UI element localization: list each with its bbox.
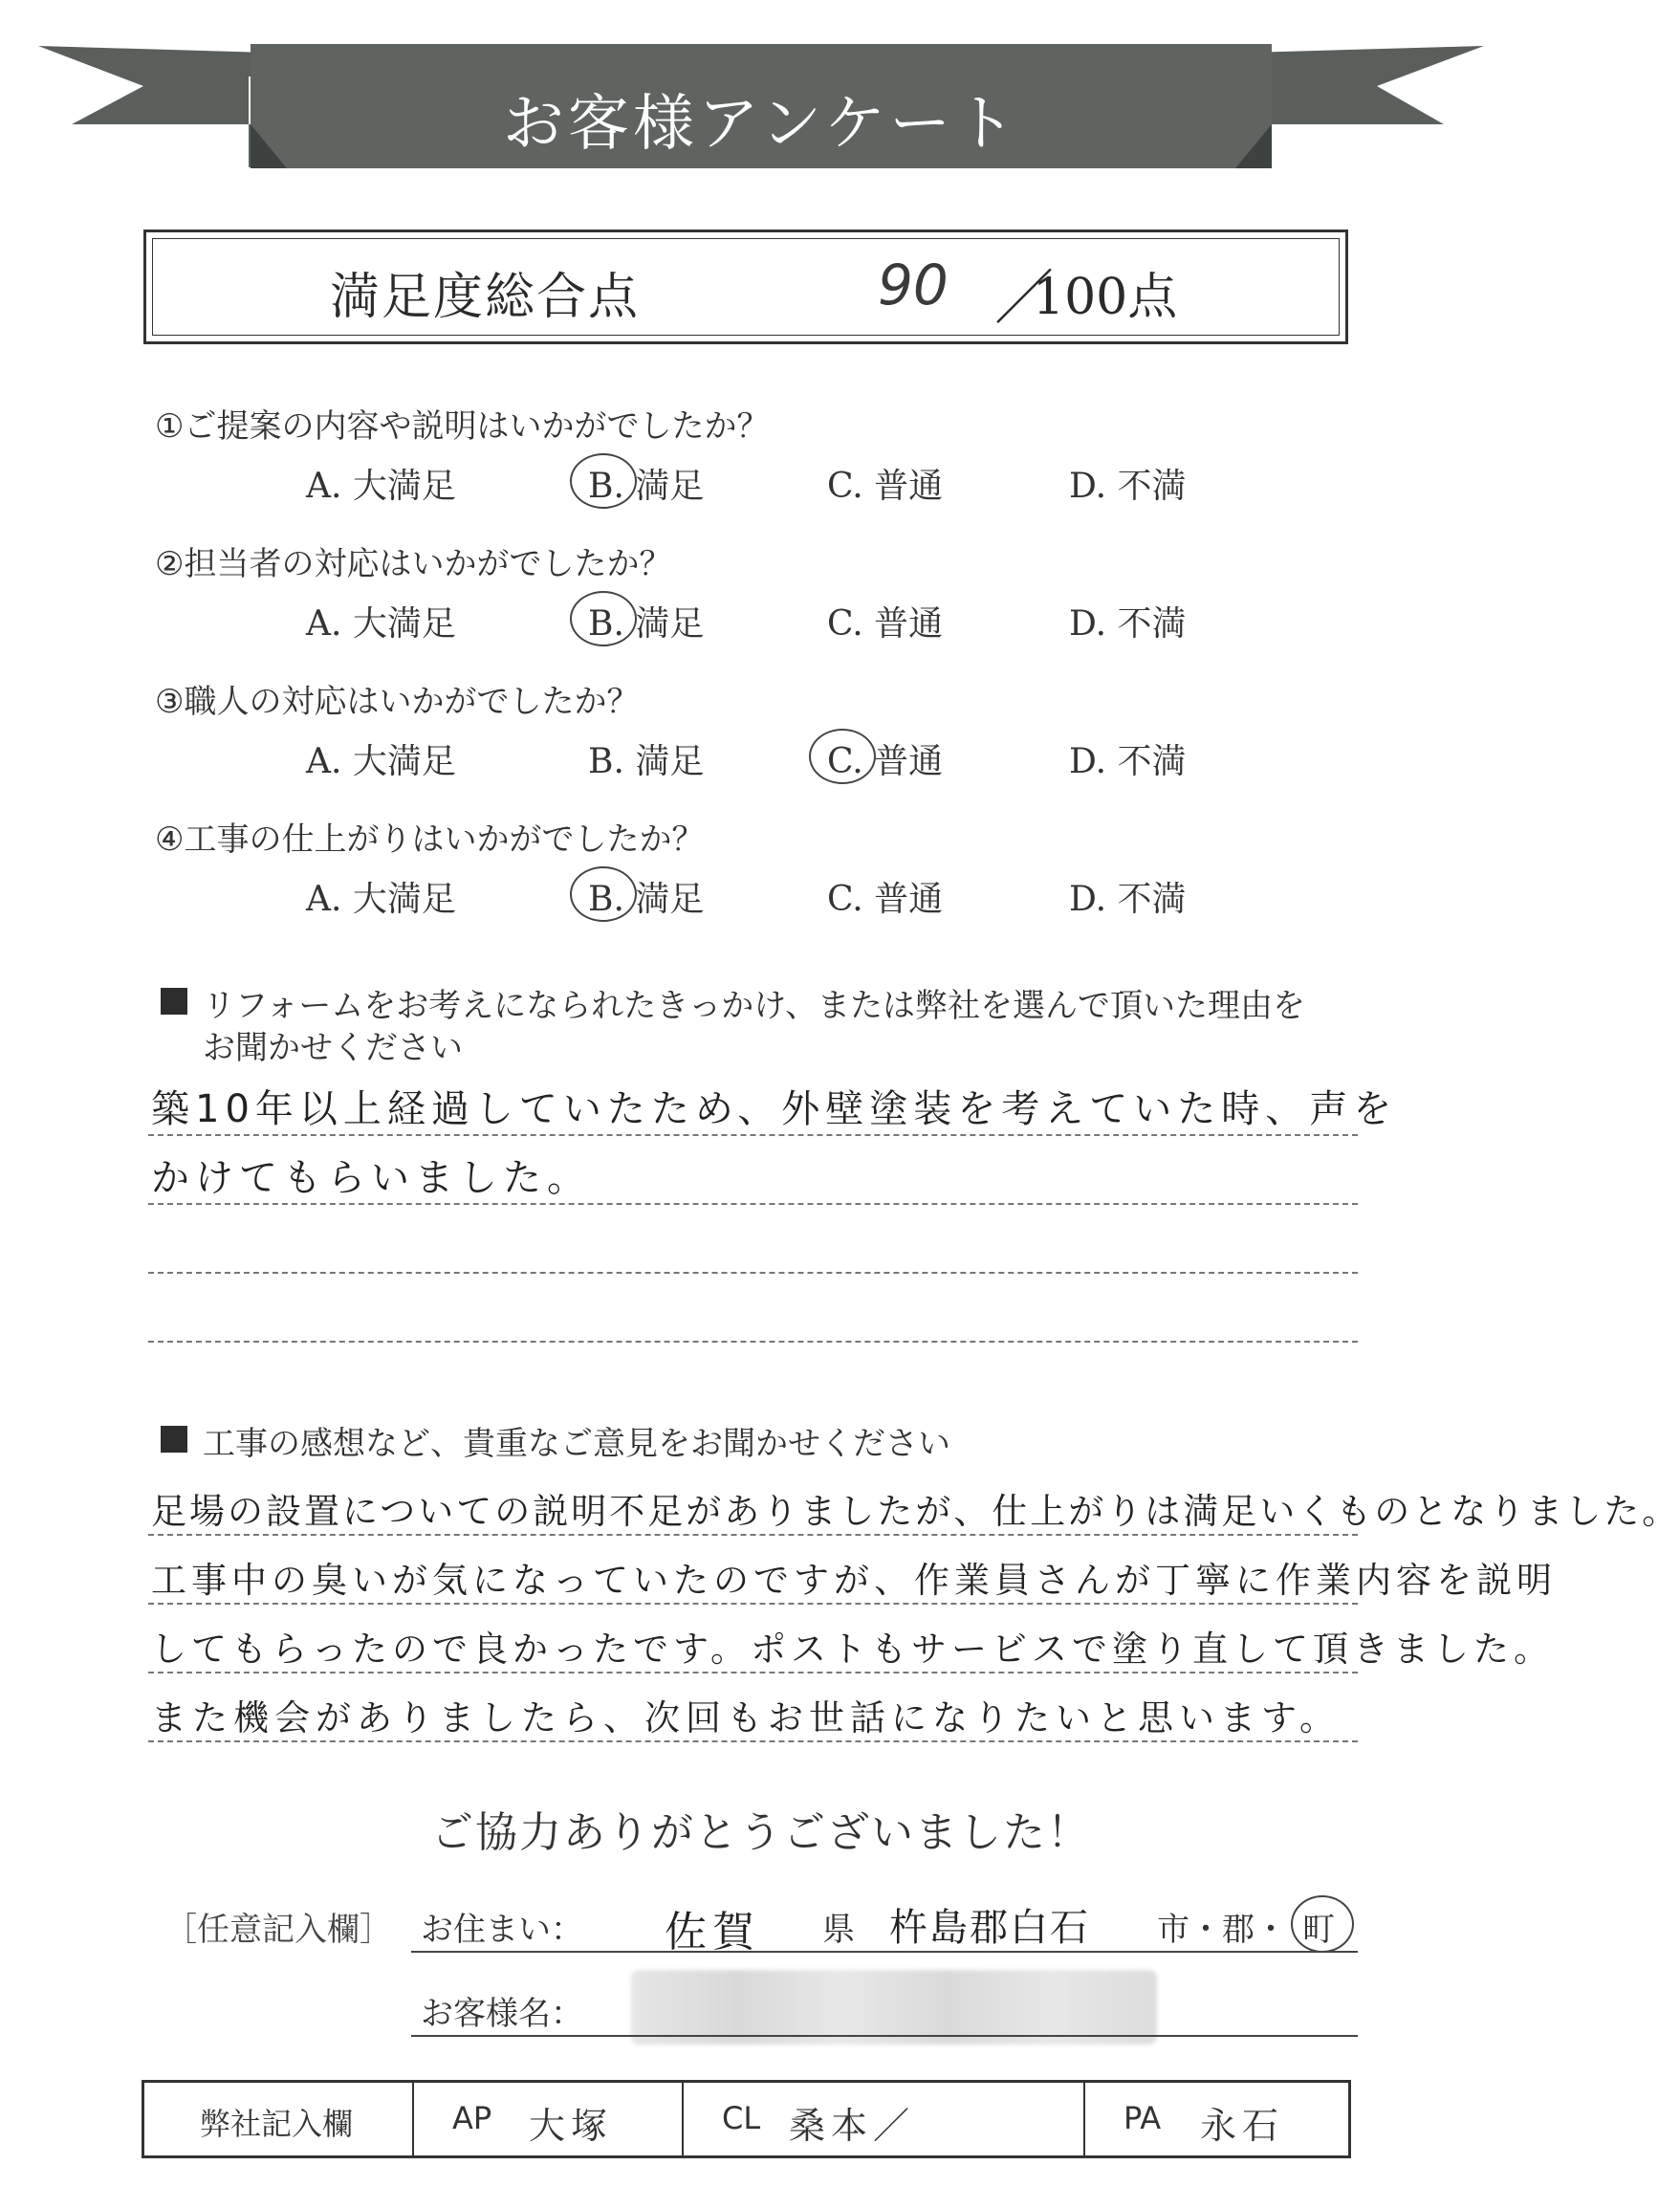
city-value: 杵島郡白石 [889,1906,1090,1950]
q3-option-c[interactable]: C. 普通 [827,742,944,781]
q1-option-d[interactable]: D. 不満 [1069,467,1187,506]
pa-label: PA [1124,2100,1162,2136]
city-suffix: 市・郡・ [1157,1911,1287,1949]
optional-section-label: ［任意記入欄］ [164,1911,392,1949]
q2-option-d[interactable]: D. 不満 [1069,604,1187,644]
q2-option-a[interactable]: A. 大満足 [306,604,456,644]
q4-option-b[interactable]: B. 満足 [588,880,705,919]
section-1-bullet [161,988,187,1015]
score-label: 満足度総合点 [330,269,641,326]
section-2-heading: 工事の感想など、貴重なご意見をお聞かせください [203,1425,950,1463]
q2-option-b[interactable]: B. 満足 [588,604,705,644]
score-value: 90 [878,252,949,317]
answer-line [148,1341,1358,1343]
section-1-heading-line1: リフォームをお考えになられたきっかけ、または弊社を選んで頂いた理由を [203,987,1305,1025]
section-2-answer-line2: 工事中の臭いが気になっていたのですが、作業員さんが丁寧に作業内容を説明 [151,1560,1557,1601]
question-4: ④工事の仕上がりはいかがでしたか？ [155,820,705,859]
answer-line [148,1740,1358,1742]
q4-option-d[interactable]: D. 不満 [1069,880,1187,919]
section-1-answer-line1: 築10年以上経過していたため、外壁塗装を考えていた時、声を [151,1087,1398,1131]
cl-value: 桑本／ [789,2105,916,2147]
section-2-answer-line3: してもらったので良かったです。ポストもサービスで塗り直して頂きました。 [151,1629,1555,1670]
town-suffix: 町 [1302,1911,1335,1949]
section-2-answer-line1: 足場の設置についての説明不足がありましたが、仕上がりは満足いくものとなりました。 [151,1491,1680,1532]
section-2-bullet [161,1426,187,1453]
q4-option-c[interactable]: C. 普通 [827,880,944,919]
q4-selected-circle [570,866,637,922]
ap-value: 大塚 [529,2105,614,2147]
answer-line [148,1603,1358,1605]
q3-option-a[interactable]: A. 大満足 [306,742,456,781]
question-1: ①ご提案の内容や説明はいかがでしたか？ [155,407,770,446]
answer-line [148,1272,1358,1274]
q4-option-a[interactable]: A. 大満足 [306,880,456,919]
company-label-cell [144,2083,414,2155]
address-underline [411,1951,1358,1953]
q1-option-b[interactable]: B. 満足 [588,467,705,506]
question-3: ③職人の対応はいかがでしたか？ [155,683,640,721]
company-use-table [142,2080,1351,2158]
pa-value: 永石 [1200,2105,1285,2147]
ap-label: AP [452,2100,492,2136]
page-title: お客様アンケート [502,89,1020,160]
pa-cell [1085,2083,1348,2155]
q1-option-c[interactable]: C. 普通 [827,467,944,506]
q1-option-a[interactable]: A. 大満足 [306,467,456,506]
score-slash: ／ [994,263,1055,333]
section-2-answer-line4: また機会がありましたら、次回もお世話になりたいと思います。 [151,1697,1342,1739]
answer-line [148,1203,1358,1205]
q2-selected-circle [570,591,637,646]
thanks-message: ご協力ありがとうございました！ [431,1808,1091,1857]
q3-option-d[interactable]: D. 不満 [1069,742,1187,781]
company-label: 弊社記入欄 [200,2106,354,2142]
name-underline [411,2035,1358,2037]
q2-option-c[interactable]: C. 普通 [827,604,944,644]
address-label: お住まい： [421,1911,583,1949]
score-max: 100点 [1033,269,1178,326]
prefecture-value: 佐賀 [665,1908,760,1957]
customer-name-label: お客様名： [421,1995,583,2033]
prefecture-suffix: 県 [822,1911,855,1949]
ap-cell [414,2083,684,2155]
question-2: ②担当者の対応はいかがでしたか？ [155,545,672,583]
q3-selected-circle [809,729,876,784]
answer-line [148,1672,1358,1673]
answer-line [148,1134,1358,1136]
cl-cell [684,2083,1085,2155]
q3-option-b[interactable]: B. 満足 [588,742,705,781]
q1-selected-circle [570,453,637,509]
town-selected-circle [1291,1895,1354,1953]
answer-line [148,1534,1358,1536]
section-1-answer-line2: かけてもらいました。 [151,1156,591,1200]
customer-name-redacted [631,1970,1157,2045]
cl-label: CL [722,2100,761,2136]
section-1-heading-line2: お聞かせください [203,1029,463,1067]
